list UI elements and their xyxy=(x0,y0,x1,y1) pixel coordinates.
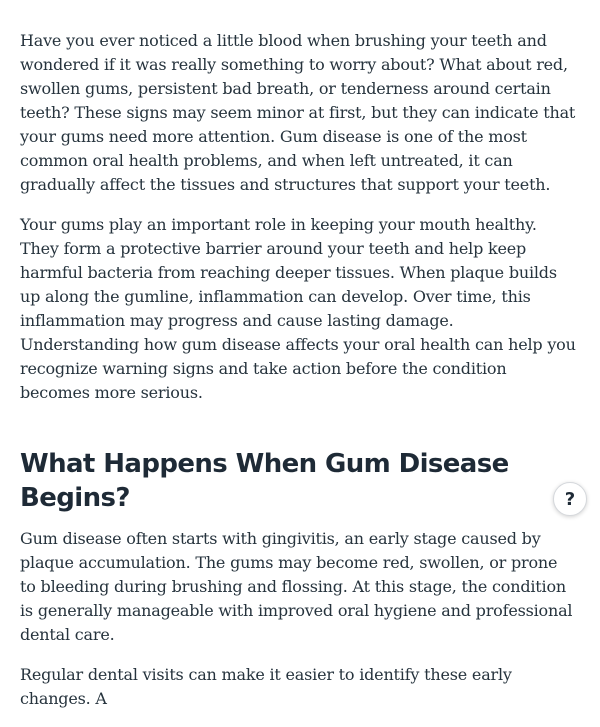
section-heading: What Happens When Gum Disease Begins? xyxy=(20,449,509,513)
article-paragraph: Your gums play an important role in keeping your mouth healthy. They form a protective barrier around your teeth and help keep harmful bacteria from reaching deeper tissues. When plaque builds up along the gumline, inflammation can develop. Over time, this inflammation may progress and cause lasting damage. Understanding how gum disease affects your oral health can help you recognize warning signs and take action before the condition becomes more serious. xyxy=(20,215,576,402)
article-body xyxy=(20,29,576,727)
article-paragraph: Regular dental visits can make it easier to identify these early changes. A xyxy=(20,665,512,708)
article-paragraph: Gum disease often starts with gingivitis, an early stage caused by plaque accumulation. The gums may become red, swollen, or prone to bleeding during brushing and flossing. At this stage, the condition is generally manageable with improved oral hygiene and professional dental care. xyxy=(20,529,573,644)
article-paragraph: Have you ever noticed a little blood when brushing your teeth and wondered if it was really something to worry about? What about red, swollen gums, persistent bad breath, or tenderness around certain teeth? These signs may seem minor at first, but they can indicate that your gums need more attention. Gum disease is one of the most common oral health problems, and when left untreated, it can gradually affect the tissues and structures that support your teeth. xyxy=(20,31,576,194)
help-button[interactable] xyxy=(553,482,587,516)
question-mark-icon: ? xyxy=(564,488,576,510)
